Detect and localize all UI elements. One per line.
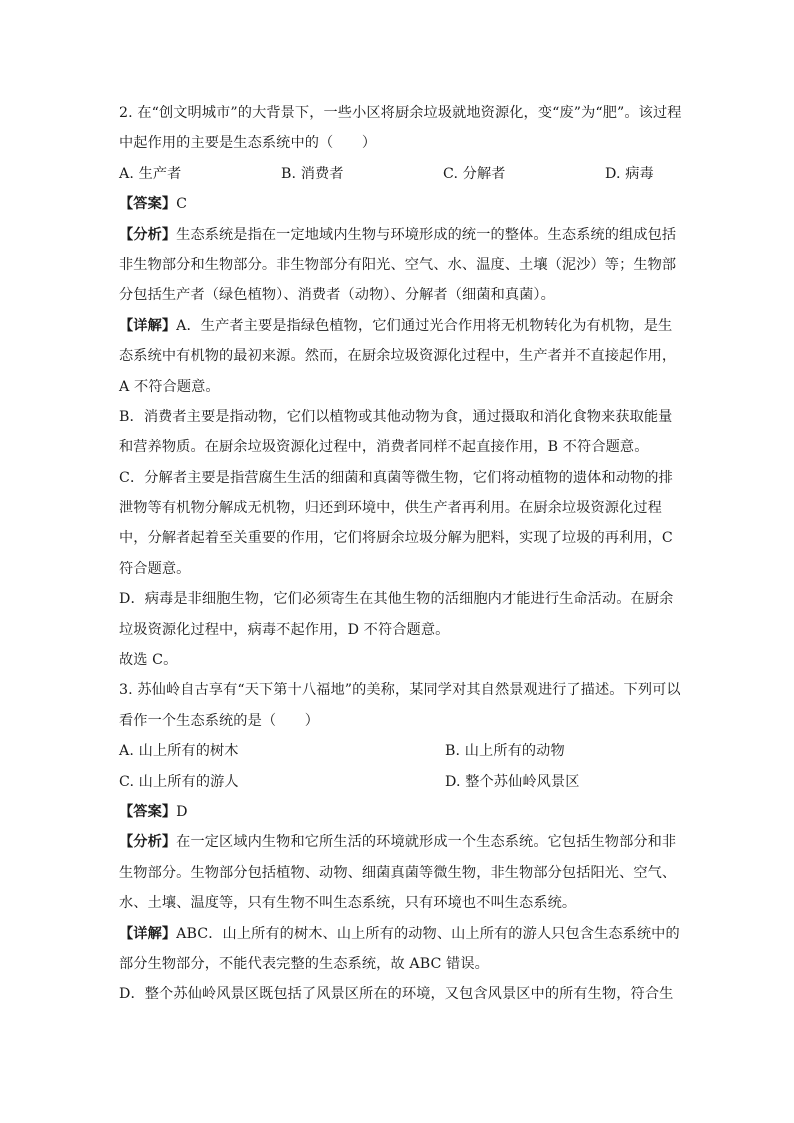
q3-analysis-line-3: 水、土壤、温度等，只有生物不叫生态系统，只有环境也不叫生态系统。 (119, 895, 577, 912)
q2-option-b: B. 消费者 (281, 165, 344, 182)
q3-stem-line-1: 3. 苏仙岭自古享有“天下第十八福地”的美称，某同学对其自然景观进行了描述。下列可以 (119, 682, 681, 699)
q2-stem-line-2: 中起作用的主要是生态系统中的（ ） (119, 135, 377, 152)
q3-detail-tag: 【详解】 (119, 925, 177, 942)
q2-detail-line-4: B．消费者主要是指动物，它们以植物或其他动物为食，通过摄取和消化食物来获取能量 (119, 408, 673, 425)
q2-analysis-line-2: 非生物部分和生物部分。非生物部分有阳光、空气、水、温度、土壤（泥沙）等；生物部 (119, 256, 677, 273)
q2-detail-line-7: 泄物等有机物分解成无机物，归还到环境中，供生产者再利用。在厨余垃圾资源化过程 (119, 500, 662, 517)
q2-detail-line-2: 态系统中有机物的最初来源。然而，在厨余垃圾资源化过程中，生产者并不直接起作用， (119, 348, 677, 365)
q3-option-a: A. 山上所有的树木 (119, 743, 239, 760)
q3-answer-value: D (176, 803, 188, 820)
q2-analysis-text-1: 生态系统是指在一定地域内生物与环境形成的统一的整体。生态系统的组成包括 (176, 226, 677, 243)
q2-detail-line-5: 和营养物质。在厨余垃圾资源化过程中，消费者同样不起直接作用，B 不符合题意。 (119, 439, 649, 456)
q3-detail-line-2: 部分生物部分，不能代表完整的生态系统，故 ABC 错误。 (119, 955, 489, 972)
q2-stem-line-1: 2. 在“创文明城市”的大背景下，一些小区将厨余垃圾就地资源化，变“废”为“肥”。该过程 (119, 105, 682, 121)
q2-option-a: A. 生产者 (119, 165, 182, 182)
q3-option-d: D. 整个苏仙岭风景区 (445, 773, 580, 790)
q3-detail-text-1: ABC．山上所有的树木、山上所有的动物、山上所有的游人只包含生态系统中的 (176, 925, 680, 942)
q3-analysis-text-1: 在一定区域内生物和它所生活的环境就形成一个生态系统。它包括生物部分和非 (176, 834, 677, 851)
q3-answer (119, 797, 679, 827)
q2-detail-line-10: D．病毒是非细胞生物，它们必须寄生在其他生物的活细胞内才能进行生命活动。在厨余 (119, 591, 674, 608)
q2-detail-line-1 (119, 311, 679, 341)
q2-detail-line-12: 故选 C。 (119, 652, 178, 669)
q3-detail-line-1 (119, 919, 679, 949)
q3-analysis-line-1 (119, 827, 679, 857)
q2-detail-tag: 【详解】 (119, 317, 177, 334)
q3-detail-line-3: D．整个苏仙岭风景区既包括了风景区所在的环境，又包含风景区中的所有生物，符合生 (119, 986, 674, 1003)
q2-analysis-tag: 【分析】 (119, 226, 177, 243)
q3-option-c: C. 山上所有的游人 (119, 773, 239, 790)
q3-option-b: B. 山上所有的动物 (445, 743, 565, 760)
q2-answer-tag: 【答案】 (119, 196, 177, 213)
q3-stem-line-2: 看作一个生态系统的是（ ） (119, 712, 320, 729)
q2-detail-line-6: C．分解者主要是指营腐生生活的细菌和真菌等微生物，它们将动植物的遗体和动物的排 (119, 469, 673, 486)
q2-analysis-line-3: 分包括生产者（绿色植物）、消费者（动物）、分解者（细菌和真菌）。 (119, 287, 555, 304)
q3-analysis-line-2: 生物部分。生物部分包括植物、动物、细菌真菌等微生物，非生物部分包括阳光、空气、 (119, 864, 677, 881)
q3-answer-tag: 【答案】 (119, 803, 177, 820)
q2-detail-line-3: A 不符合题意。 (119, 378, 220, 395)
q2-answer (119, 189, 679, 219)
q2-option-c: C. 分解者 (443, 165, 506, 182)
q3-options-row-2 (119, 767, 679, 797)
q2-option-d: D. 病毒 (605, 165, 654, 182)
q3-analysis-tag: 【分析】 (119, 834, 177, 851)
q2-detail-line-11: 垃圾资源化过程中，病毒不起作用，D 不符合题意。 (119, 621, 450, 638)
q3-options-row-1 (119, 736, 679, 766)
q2-analysis-line-1 (119, 220, 679, 250)
q2-answer-value: C (176, 196, 188, 213)
q2-options (119, 159, 679, 189)
document-page (119, 98, 682, 1010)
q2-detail-line-8: 中，分解者起着至关重要的作用，它们将厨余垃圾分解为肥料，实现了垃圾的再利用，C (119, 530, 673, 547)
q2-detail-line-9: 符合题意。 (119, 560, 191, 577)
q2-detail-text-1: A．生产者主要是指绿色植物，它们通过光合作用将无机物转化为有机物，是生 (176, 317, 673, 334)
